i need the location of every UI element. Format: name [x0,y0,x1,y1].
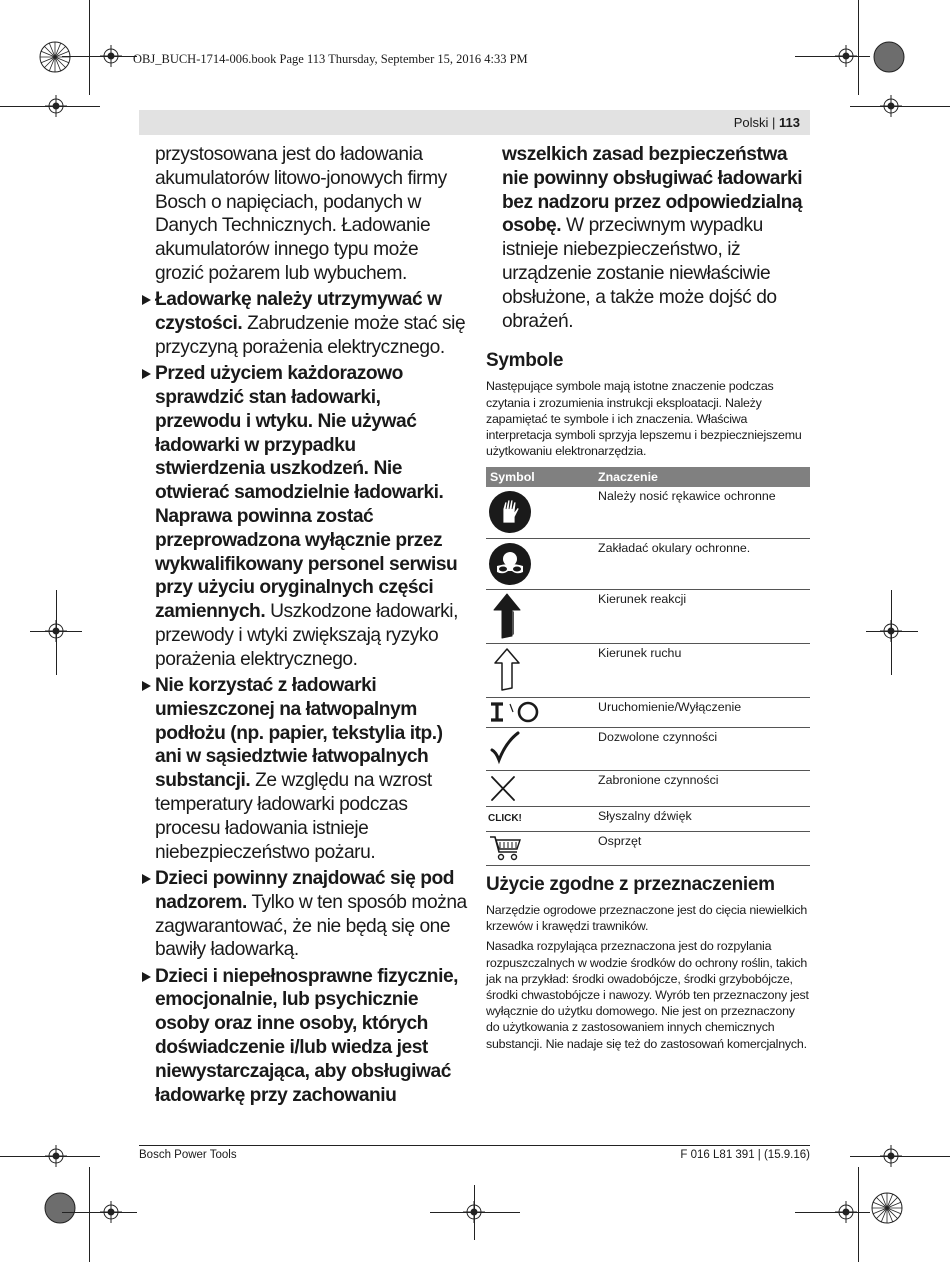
click-label: CLICK! [488,812,522,824]
continuation-text: W przeciwnym wypadku istnieje niebezpieczeństwo, iż urządzenie zostanie niewłaściwie obsłużone, a także może dojść do obrażeń. [502,215,777,332]
registration-gray-dot-icon [872,40,906,74]
footer-rule [139,1145,810,1146]
table-row [486,487,810,538]
cross-icon [488,773,518,803]
table-header-row [486,467,810,487]
safety-bullet [139,288,467,359]
trim-line [62,56,137,57]
safety-continuation [486,143,810,333]
bullet-bold: Ładowarkę należy utrzymywać w czystości. [155,289,442,335]
trim-line [858,0,859,95]
col-symbol-header: Symbol [486,467,594,487]
bullet-text: Tylko w ten sposób można zagwarantować, że nie będą się one bawiły ładowarką. [155,891,467,961]
check-icon [488,730,522,766]
registration-starburst-icon [38,40,72,74]
trim-line [850,106,950,107]
symbols-heading: Symbole [486,350,564,372]
trim-line [56,590,57,675]
on-off-icon [488,700,544,724]
table-row [486,806,810,831]
header-separator: | [772,115,776,130]
page-header [139,110,810,135]
bullet-triangle-icon [142,874,151,884]
symbol-table [486,467,810,866]
trim-line [89,0,90,95]
trim-line [62,1212,137,1213]
trim-line [0,1156,100,1157]
symbol-meaning: Zabronione czynności [594,770,810,806]
table-row [486,589,810,643]
right-column [486,143,810,1052]
file-info-line: OBJ_BUCH-1714-006.book Page 113 Thursday, September 15, 2016 4:33 PM [133,52,528,66]
trim-line [795,56,870,57]
reaction-arrow-icon [492,592,522,640]
safety-bullet [139,362,467,671]
bullet-bold: Dzieci i niepełnosprawne fizycznie, emocjonalnie, lub psychicznie osoby oraz inne osoby, których doświadczenie i/lub wiedza jest niewystarczająca, aby obsługiwać ładowarkę przy zachowaniu [155,965,459,1106]
symbol-meaning: Należy nosić rękawice ochronne [594,487,810,538]
bullet-triangle-icon [142,295,151,305]
registration-gray-dot-icon [43,1191,77,1225]
cart-icon [488,834,524,862]
continuation-bold: wszelkich zasad bezpieczeństwa nie powinny obsługiwać ładowarki bez nadzoru przez odpowiedzialną osobę. [502,144,803,237]
symbol-meaning: Kierunek reakcji [594,589,810,643]
trim-line [858,1167,859,1262]
gloves-icon [488,490,532,534]
page-number: 113 [779,115,800,130]
goggles-icon [488,542,532,586]
footer-brand: Bosch Power Tools [139,1149,237,1161]
trim-line [0,106,100,107]
symbols-intro: Następujące symbole mają istotne znaczenie podczas czytania i zrozumienia instrukcji eksploatacji. Należy zapamiętać te symbole i ich znaczenia. Właściwa interpretacja symboli sprzyja lepszemu i bezpieczniejszemu użytkowaniu elektronarzędzia. [486,379,802,459]
usage-paragraph: Narzędzie ogrodowe przeznaczone jest do cięcia niewielkich krzewów i krawędzi trawników. [486,902,808,934]
bullet-text: Uszkodzone ładowarki, przewody i wtyki zwiększają ryzyko porażenia elektrycznego. [155,601,458,670]
usage-heading: Użycie zgodne z przeznaczeniem [486,873,775,895]
table-row [486,831,810,865]
safety-bullet [139,965,467,1108]
col-meaning-header: Znaczenie [594,467,810,487]
bullet-triangle-icon [142,972,151,982]
table-row [486,770,810,806]
bullet-triangle-icon [142,681,151,691]
symbol-meaning: Uruchomienie/Wyłączenie [594,697,810,727]
safety-bullet [139,867,467,962]
trim-line [850,1156,950,1157]
movement-arrow-icon [492,646,522,694]
trim-line [866,631,918,632]
left-column [139,143,467,1110]
table-row [486,697,810,727]
table-row [486,538,810,589]
symbol-meaning: Osprzęt [594,831,810,865]
table-row [486,727,810,770]
bullet-bold: Przed użyciem każdorazowo sprawdzić stan ładowarki, przewodu i wtyku. Nie używać ładowarki w przypadku stwierdzenia uszkodzeń. Nie otwierać samodzielnie ładowarki. Naprawa powinna zostać przeprowadzona wyłącznie przez wykwalifikowany personel serwisu przy użyciu oryginalnych części zamiennych. [155,363,458,623]
trim-line [474,1185,475,1240]
symbol-meaning: Słyszalny dźwięk [594,806,810,831]
safety-bullet [139,674,467,864]
trim-line [89,1167,90,1262]
bullet-bold: Dzieci powinny znajdować się pod nadzorem. [155,867,455,913]
table-row [486,643,810,697]
trim-line [891,590,892,675]
trim-line [795,1212,870,1213]
symbol-meaning: Zakładać okulary ochronne. [594,538,810,589]
registration-starburst-icon [870,1191,904,1225]
bullet-bold: Nie korzystać z ładowarki umieszczonej na łatwopalnym podłożu (np. papier, tekstylia itp.) ani w sąsiedztwie łatwopalnych substancji. [155,675,443,792]
trim-line [30,631,82,632]
symbol-meaning: Dozwolone czynności [594,727,810,770]
footer-doc-number: F 016 L81 391 | (15.9.16) [680,1149,810,1161]
bullet-text: Zabrudzenie może stać się przyczyną porażenia elektrycznego. [155,313,466,358]
intro-continuation: przystosowana jest do ładowania akumulatorów litowo-jonowych firmy Bosch o napięciach, podanych w Danych Technicznych. Ładowanie akumulatorów innego typu może grozić pożarem lub wybuchem. [155,144,447,284]
bullet-triangle-icon [142,369,151,379]
symbol-meaning: Kierunek ruchu [594,643,810,697]
bullet-text: Ze względu na wzrost temperatury ładowarki podczas procesu ładowania istnieje niebezpieczeństwo pożaru. [155,770,432,863]
trim-line [430,1212,520,1213]
header-language: Polski [733,115,769,130]
usage-paragraph: Nasadka rozpylająca przeznaczona jest do rozpylania rozpuszczalnych w wodzie środków do ochrony roślin, takich jak na przykład: środki owadobójcze, środki grzybobójcze, środki chwastobójcze i nawozy. Wyrób ten przeznaczony jest wyłącznie do użytku domowego. Nie jest on przeznaczony do użytkowania z zastosowaniem innych chemicznych substancji. Nie nadaje się też do zastosowań komercjalnych. [486,939,809,1051]
